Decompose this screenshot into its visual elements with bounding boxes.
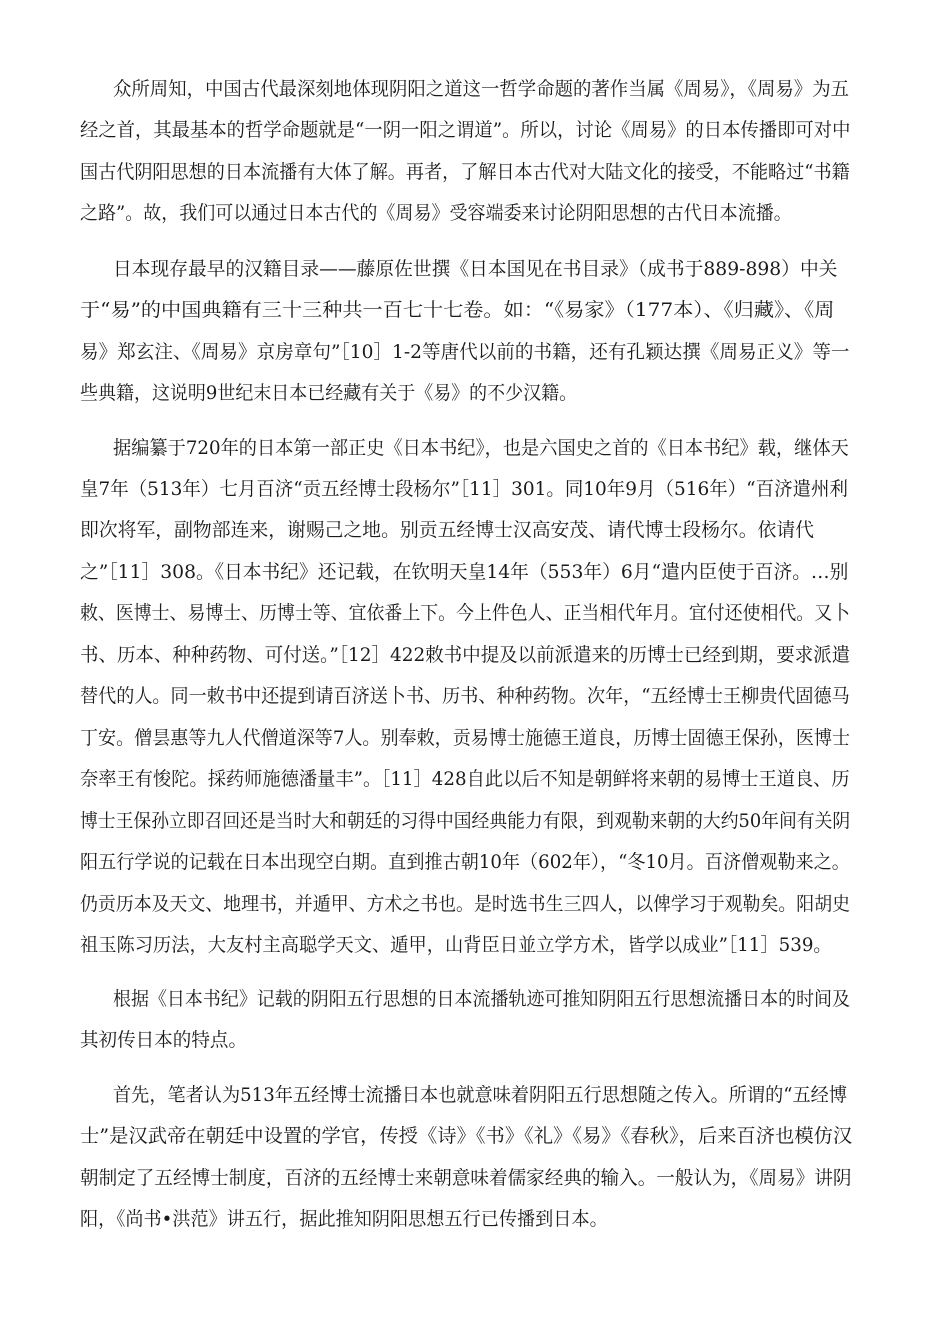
text-line: 祖玉陈习历法，大友村主高聪学天文、遁甲，山背臣日並立学方术，皆学以成业”［11］539。: [80, 934, 832, 956]
text-line: 经之首，其最基本的哲学命题就是“一阴一阳之谓道”。所以，讨论《周易》的日本传播即可对中: [80, 119, 851, 141]
text-line: 之路”。故，我们可以通过日本古代的《周易》受容端委来讨论阴阳思想的古代日本流播。: [80, 202, 792, 224]
text-line: 丁安。僧昙惠等九人代僧道深等7人。别奉敕，贡易博士施德王道良，历博士固德王保孙，医博士: [80, 727, 851, 749]
text-line: 易》郑玄注、《周易》京房章句”［10］1-2等唐代以前的书籍，还有孔颖达撰《周易正义》等一: [80, 341, 850, 363]
text-line: 于“易”的中国典籍有三十三种共一百七十七卷。如：“《易家》（177本）、《归藏》、《周: [80, 299, 835, 321]
text-line: 敕、医博士、易博士、历博士等、宜依番上下。今上件色人、正当相代年月。宜付还使相代。又卜: [80, 602, 851, 624]
text-line: 根据《日本书纪》记载的阴阳五行思想的日本流播轨迹可推知阴阳五行思想流播日本的时间及: [113, 988, 851, 1010]
text-line: 些典籍，这说明9世纪末日本已经藏有关于《易》的不少汉籍。: [80, 382, 578, 404]
text-line: 即次将军，副物部连来，谢赐己之地。别贡五经博士汉高安茂、请代博士段杨尔。依请代: [80, 519, 815, 541]
text-line: 阳，《尚书•洪范》讲五行，据此推知阴阳思想五行已传播到日本。: [80, 1208, 608, 1230]
text-line: 其初传日本的特点。: [80, 1029, 248, 1051]
text-line: 朝制定了五经博士制度，百济的五经博士来朝意味着儒家经典的输入。一般认为，《周易》讲阴: [80, 1167, 852, 1189]
text-line: 阳五行学说的记载在日本出现空白期。直到推古朝10年（602年），“冬10月。百济僧观勒来之。: [80, 851, 850, 873]
text-line: 日本现存最早的汉籍目录——藤原佐世撰《日本国见在书目录》（成书于889-898）中关: [113, 258, 838, 280]
text-line: 仍贡历本及天文、地理书，并遁甲、方术之书也。是时选书生三四人，以俾学习于观勒矣。阳胡史: [80, 893, 851, 915]
text-line: 国古代阴阳思想的日本流播有大体了解。再者，了解日本古代对大陆文化的接受，不能略过“书籍: [80, 161, 850, 183]
text-line: 奈率王有悛陀。採药师施德潘量丰”。［11］428自此以后不知是朝鲜将来朝的易博士王道良、历: [80, 768, 850, 790]
text-line: 博士王保孙立即召回还是当时大和朝廷的习得中国经典能力有限，到观勒来朝的大约50年间有关阴: [80, 810, 851, 832]
text-line: 之”［11］308。《日本书纪》还记载，在钦明天皇14年（553年）6月“遣内臣使于百济。…别: [80, 561, 849, 583]
text-line: 皇7年（513年）七月百济“贡五经博士段杨尔”［11］301。同10年9月（516年）“百济遣州利: [80, 478, 848, 500]
text-line: 替代的人。同一敕书中还提到请百济送卜书、历书、种种药物。次年，“五经博士王柳贵代固德马: [80, 685, 850, 707]
text-line: 据编纂于720年的日本第一部正史《日本书纪》，也是六国史之首的《日本书纪》载，继体天: [113, 437, 849, 459]
text-line: 士”是汉武帝在朝廷中设置的学官，传授《诗》《书》《礼》《易》《春秋》，后来百济也模仿汉: [80, 1125, 853, 1147]
text-line: 书、历本、种种药物、可付送。”［12］422敕书中提及以前派遣来的历博士已经到期，要求派遣: [80, 644, 851, 666]
text-line: 首先，笔者认为513年五经博士流播日本也就意味着阴阳五行思想随之传入。所谓的“五经博: [113, 1084, 847, 1106]
text-line: 众所周知，中国古代最深刻地体现阴阳之道这一哲学命题的著作当属《周易》，《周易》为五: [113, 78, 850, 100]
